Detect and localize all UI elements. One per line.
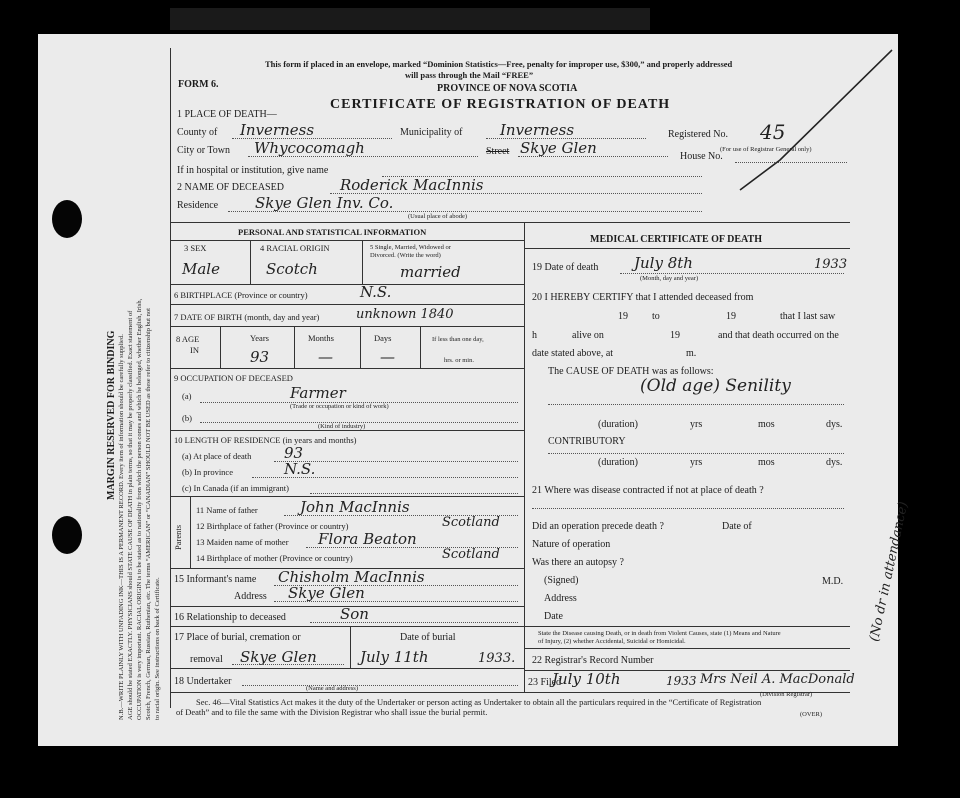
form-border-left (170, 48, 171, 708)
sex-value: Male (182, 260, 220, 278)
certify-death: and that death occurred on the (718, 330, 839, 341)
operation-label: Did an operation precede death ? (532, 521, 664, 532)
occupation-a: (a) (182, 391, 192, 401)
binding-hole (52, 516, 82, 554)
residence-note: (Usual place of abode) (408, 213, 468, 220)
years-label: Years (250, 333, 269, 343)
racial-origin-value: Scotch (266, 260, 318, 278)
margin-instruction: Scotch, French, German, Russian, Ruthenian, etc. The terms “AMERICAN” or “CANADIAN” SHOULD NOT BE USED as these refer to citizenship but not (145, 308, 152, 720)
informant-address-label: Address (234, 591, 267, 602)
street-value: Skye Glen (520, 139, 597, 157)
removal-value: Skye Glen (240, 648, 317, 666)
footer-note: Sec. 46—Vital Statistics Act makes it the duty of the Undertaker or person acting as Undertaker to obtain all the particulars required in the “Certificate of Registration (196, 697, 762, 707)
burial-label: 17 Place of burial, cremation or (174, 632, 301, 643)
registered-value: 45 (760, 120, 786, 144)
registered-note: (For use of Registrar General only) (720, 146, 812, 153)
birthplace-label: 6 BIRTHPLACE (Province or country) (174, 290, 308, 300)
sex-label: 3 SEX (184, 243, 207, 253)
filed-date-value: July 10th (552, 670, 621, 688)
in-canada-label: (c) In Canada (if an immigrant) (182, 483, 289, 493)
medical-address-label: Address (544, 593, 577, 604)
date-of-death-label: 19 Date of death (532, 262, 599, 273)
occupation-note: (Trade or occupation or kind of work) (290, 403, 389, 410)
informant-value: Chisholm MacInnis (278, 568, 425, 586)
contracted-label: 21 Where was disease contracted if not at place of death ? (532, 485, 764, 496)
age-in: IN (190, 345, 199, 355)
divider (170, 626, 524, 627)
divider (170, 304, 524, 305)
divider (362, 240, 363, 284)
hrs-min-label: hrs. or min. (444, 357, 474, 364)
field-line (532, 508, 844, 509)
residence-value: Skye Glen Inv. Co. (255, 194, 394, 212)
marital-value: married (400, 263, 461, 281)
divider (170, 240, 524, 241)
father-value: John MacInnis (300, 498, 410, 516)
relationship-value: Son (340, 605, 369, 623)
mother-birthplace-value: Scotland (442, 547, 500, 562)
form-number: FORM 6. (178, 79, 219, 90)
field-line (274, 601, 518, 602)
municipality-value: Inverness (500, 121, 575, 139)
divider (524, 648, 850, 649)
divider (170, 368, 524, 369)
birthplace-value: N.S. (360, 283, 392, 301)
date-of-death-year: 1933 (814, 257, 848, 272)
divider (190, 496, 191, 568)
field-line (518, 156, 668, 157)
certify-last-saw: that I last saw (780, 311, 836, 322)
certify-19: 19 (726, 311, 736, 322)
field-line (242, 685, 518, 686)
duration-label: (duration) (598, 419, 638, 430)
occupation-label: 9 OCCUPATION OF DECEASED (174, 373, 293, 383)
mos-label: mos (758, 457, 775, 468)
occupation-value: Farmer (290, 384, 346, 402)
in-province-label: (b) In province (182, 467, 233, 477)
house-label: House No. (680, 151, 723, 162)
postage-notice: will pass through the Mail “FREE” (405, 70, 534, 80)
field-line (310, 622, 518, 623)
certificate-title: CERTIFICATE OF REGISTRATION OF DEATH (330, 97, 671, 112)
informant-label: 15 Informant's name (174, 574, 257, 585)
father-label: 11 Name of father (196, 505, 258, 515)
municipality-label: Municipality of (400, 127, 463, 138)
field-line (232, 664, 344, 665)
binding-hole (52, 200, 82, 238)
margin-instruction: N.B.—WRITE PLAINLY WITH UNFADING INK—THIS IS A PERMANENT RECORD. Every item of information should be carefully supplied. (118, 334, 125, 720)
city-label: City or Town (177, 145, 231, 156)
divider (170, 284, 524, 285)
violent-note: of Injury, (2) whether Accidental, Suicidal or Homicidal. (538, 638, 686, 645)
father-birthplace-label: 12 Birthplace of father (Province or country) (196, 521, 349, 531)
dob-value: unknown 1840 (356, 307, 454, 322)
over-label: (OVER) (800, 711, 823, 718)
dys-label: dys. (826, 419, 843, 430)
name-label: 2 NAME OF DECEASED (177, 182, 284, 193)
medical-heading: MEDICAL CERTIFICATE OF DEATH (590, 234, 762, 245)
postage-notice: This form if placed in an envelope, marked “Dominion Statistics—Free, penalty for improper use, $300,” and properly addressed (265, 59, 733, 69)
in-province-value: N.S. (284, 460, 316, 478)
days-value: — (380, 348, 395, 366)
relationship-label: 16 Relationship to deceased (174, 612, 286, 623)
marital-label: 5 Single, Married, Widowed or (370, 244, 451, 251)
occupation-b: (b) (182, 413, 192, 423)
informant-address-value: Skye Glen (288, 584, 365, 602)
mother-value: Flora Beaton (318, 530, 417, 548)
burial-date-label: Date of burial (400, 632, 456, 643)
certify-19: 19 (618, 311, 628, 322)
margin-instruction: to racial origin. See instructions on back of Certificate. (154, 577, 161, 720)
certify-label: 20 I HEREBY CERTIFY that I attended deceased from (532, 292, 754, 303)
age-label: 8 AGE (176, 334, 200, 344)
division-registrar-note: (Division Registrar) (760, 691, 813, 698)
divider (420, 326, 421, 368)
racial-origin-label: 4 RACIAL ORIGIN (260, 243, 330, 253)
divider (360, 326, 361, 368)
date-of-death-note: (Month, day and year) (640, 275, 699, 282)
mother-birthplace-label: 14 Birthplace of mother (Province or country) (196, 553, 353, 563)
contributory-label: CONTRIBUTORY (548, 436, 626, 447)
yrs-label: yrs (690, 419, 703, 430)
county-label: County of (177, 127, 218, 138)
name-value: Roderick MacInnis (340, 176, 484, 194)
certify-19: 19 (670, 330, 680, 341)
registrar-number-label: 22 Registrar's Record Number (532, 655, 654, 666)
certify-m: m. (686, 348, 697, 359)
certify-date: date stated above, at (532, 348, 614, 359)
footer-note: of Death” and to file the same with the Division Registrar who shall issue the burial permit. (176, 707, 488, 717)
divider (170, 692, 850, 693)
cause-label: The CAUSE OF DEATH was as follows: (548, 366, 714, 377)
less-than-day-label: If less than one day, (432, 336, 484, 343)
county-value: Inverness (240, 121, 315, 139)
filed-year: 1933 (666, 674, 697, 688)
pen-stroke-mark (720, 40, 900, 200)
divider (220, 326, 221, 368)
place-of-death-heading: 1 PLACE OF DEATH— (177, 109, 277, 120)
field-line (548, 404, 844, 405)
divider (170, 496, 524, 497)
father-birthplace-value: Scotland (442, 515, 500, 530)
certify-alive: alive on (572, 330, 604, 341)
scan-top-strip (170, 8, 650, 30)
divider (170, 326, 524, 327)
field-line (548, 453, 844, 454)
field-line (228, 211, 702, 212)
days-label: Days (374, 333, 392, 343)
autopsy-label: Was there an autopsy ? (532, 557, 624, 568)
industry-note: (Kind of industry) (318, 423, 366, 430)
mother-label: 13 Maiden name of mother (196, 537, 289, 547)
divider (350, 626, 351, 668)
divider (170, 668, 524, 669)
dob-label: 7 DATE OF BIRTH (month, day and year) (174, 312, 320, 322)
md-label: M.D. (822, 576, 844, 587)
attendance-side-note: (No dr in attendance) (867, 500, 912, 643)
dys-label: dys. (826, 457, 843, 468)
burial-year: 1933. (478, 651, 516, 666)
removal-label: removal (190, 654, 223, 665)
parents-label: Parents (173, 524, 183, 550)
years-value: 93 (250, 348, 270, 366)
violent-note: State the Disease causing Death, or in death from Violent Causes, state (1) Means and Nature (538, 630, 781, 637)
months-value: — (318, 348, 333, 366)
residence-label: Residence (177, 200, 219, 211)
field-line (248, 156, 478, 157)
nature-label: Nature of operation (532, 539, 611, 550)
undertaker-note: (Name and address) (306, 685, 358, 692)
field-line (620, 273, 844, 274)
margin-instruction: OCCUPATION is very important. RACIAL ORIGIN is to be stated as to nationality from which the person comes and which he belonged, whether English, Irish, (136, 298, 143, 720)
medical-date-label: Date (544, 611, 563, 622)
marital-label: Divorced. (Write the word) (370, 252, 441, 259)
registered-label: Registered No. (668, 129, 728, 140)
yrs-label: yrs (690, 457, 703, 468)
certify-h: h (532, 330, 537, 341)
city-value: Whycocomagh (254, 139, 365, 157)
personal-heading: PERSONAL AND STATISTICAL INFORMATION (238, 227, 427, 237)
mos-label: mos (758, 419, 775, 430)
street-label: Street (486, 146, 510, 157)
months-label: Months (308, 333, 334, 343)
date-of-death-value: July 8th (634, 254, 693, 272)
filed-label: 23 Filed (528, 677, 562, 688)
operation-date-label: Date of (722, 521, 752, 532)
residence-length-label: 10 LENGTH OF RESIDENCE (in years and months) (174, 435, 357, 445)
margin-reserved-label: MARGIN RESERVED FOR BINDING (106, 330, 117, 500)
duration-label: (duration) (598, 457, 638, 468)
at-place-value: 93 (284, 444, 304, 462)
certify-to: to (652, 311, 660, 322)
undertaker-label: 18 Undertaker (174, 676, 232, 687)
divider (294, 326, 295, 368)
hospital-label: If in hospital or institution, give name (177, 165, 329, 176)
divider (524, 626, 850, 627)
divider (524, 248, 850, 249)
signed-label: (Signed) (544, 575, 579, 586)
cause-value: (Old age) Senility (640, 376, 791, 396)
province-label: PROVINCE OF NOVA SCOTIA (437, 83, 578, 94)
margin-instruction: AGE should be stated EXACTLY. PHYSICIANS should STATE CAUSE OF DEATH in plain terms, so that it may be properly classified. Exact statement of (127, 310, 134, 720)
divider (250, 240, 251, 284)
at-place-label: (a) At place of death (182, 451, 252, 461)
burial-date-value: July 11th (360, 648, 429, 666)
division-registrar-signature: Mrs Neil A. MacDonald (700, 672, 855, 687)
field-line (310, 493, 518, 494)
section-divider (170, 222, 850, 223)
field-line (252, 477, 518, 478)
column-divider (524, 222, 525, 692)
